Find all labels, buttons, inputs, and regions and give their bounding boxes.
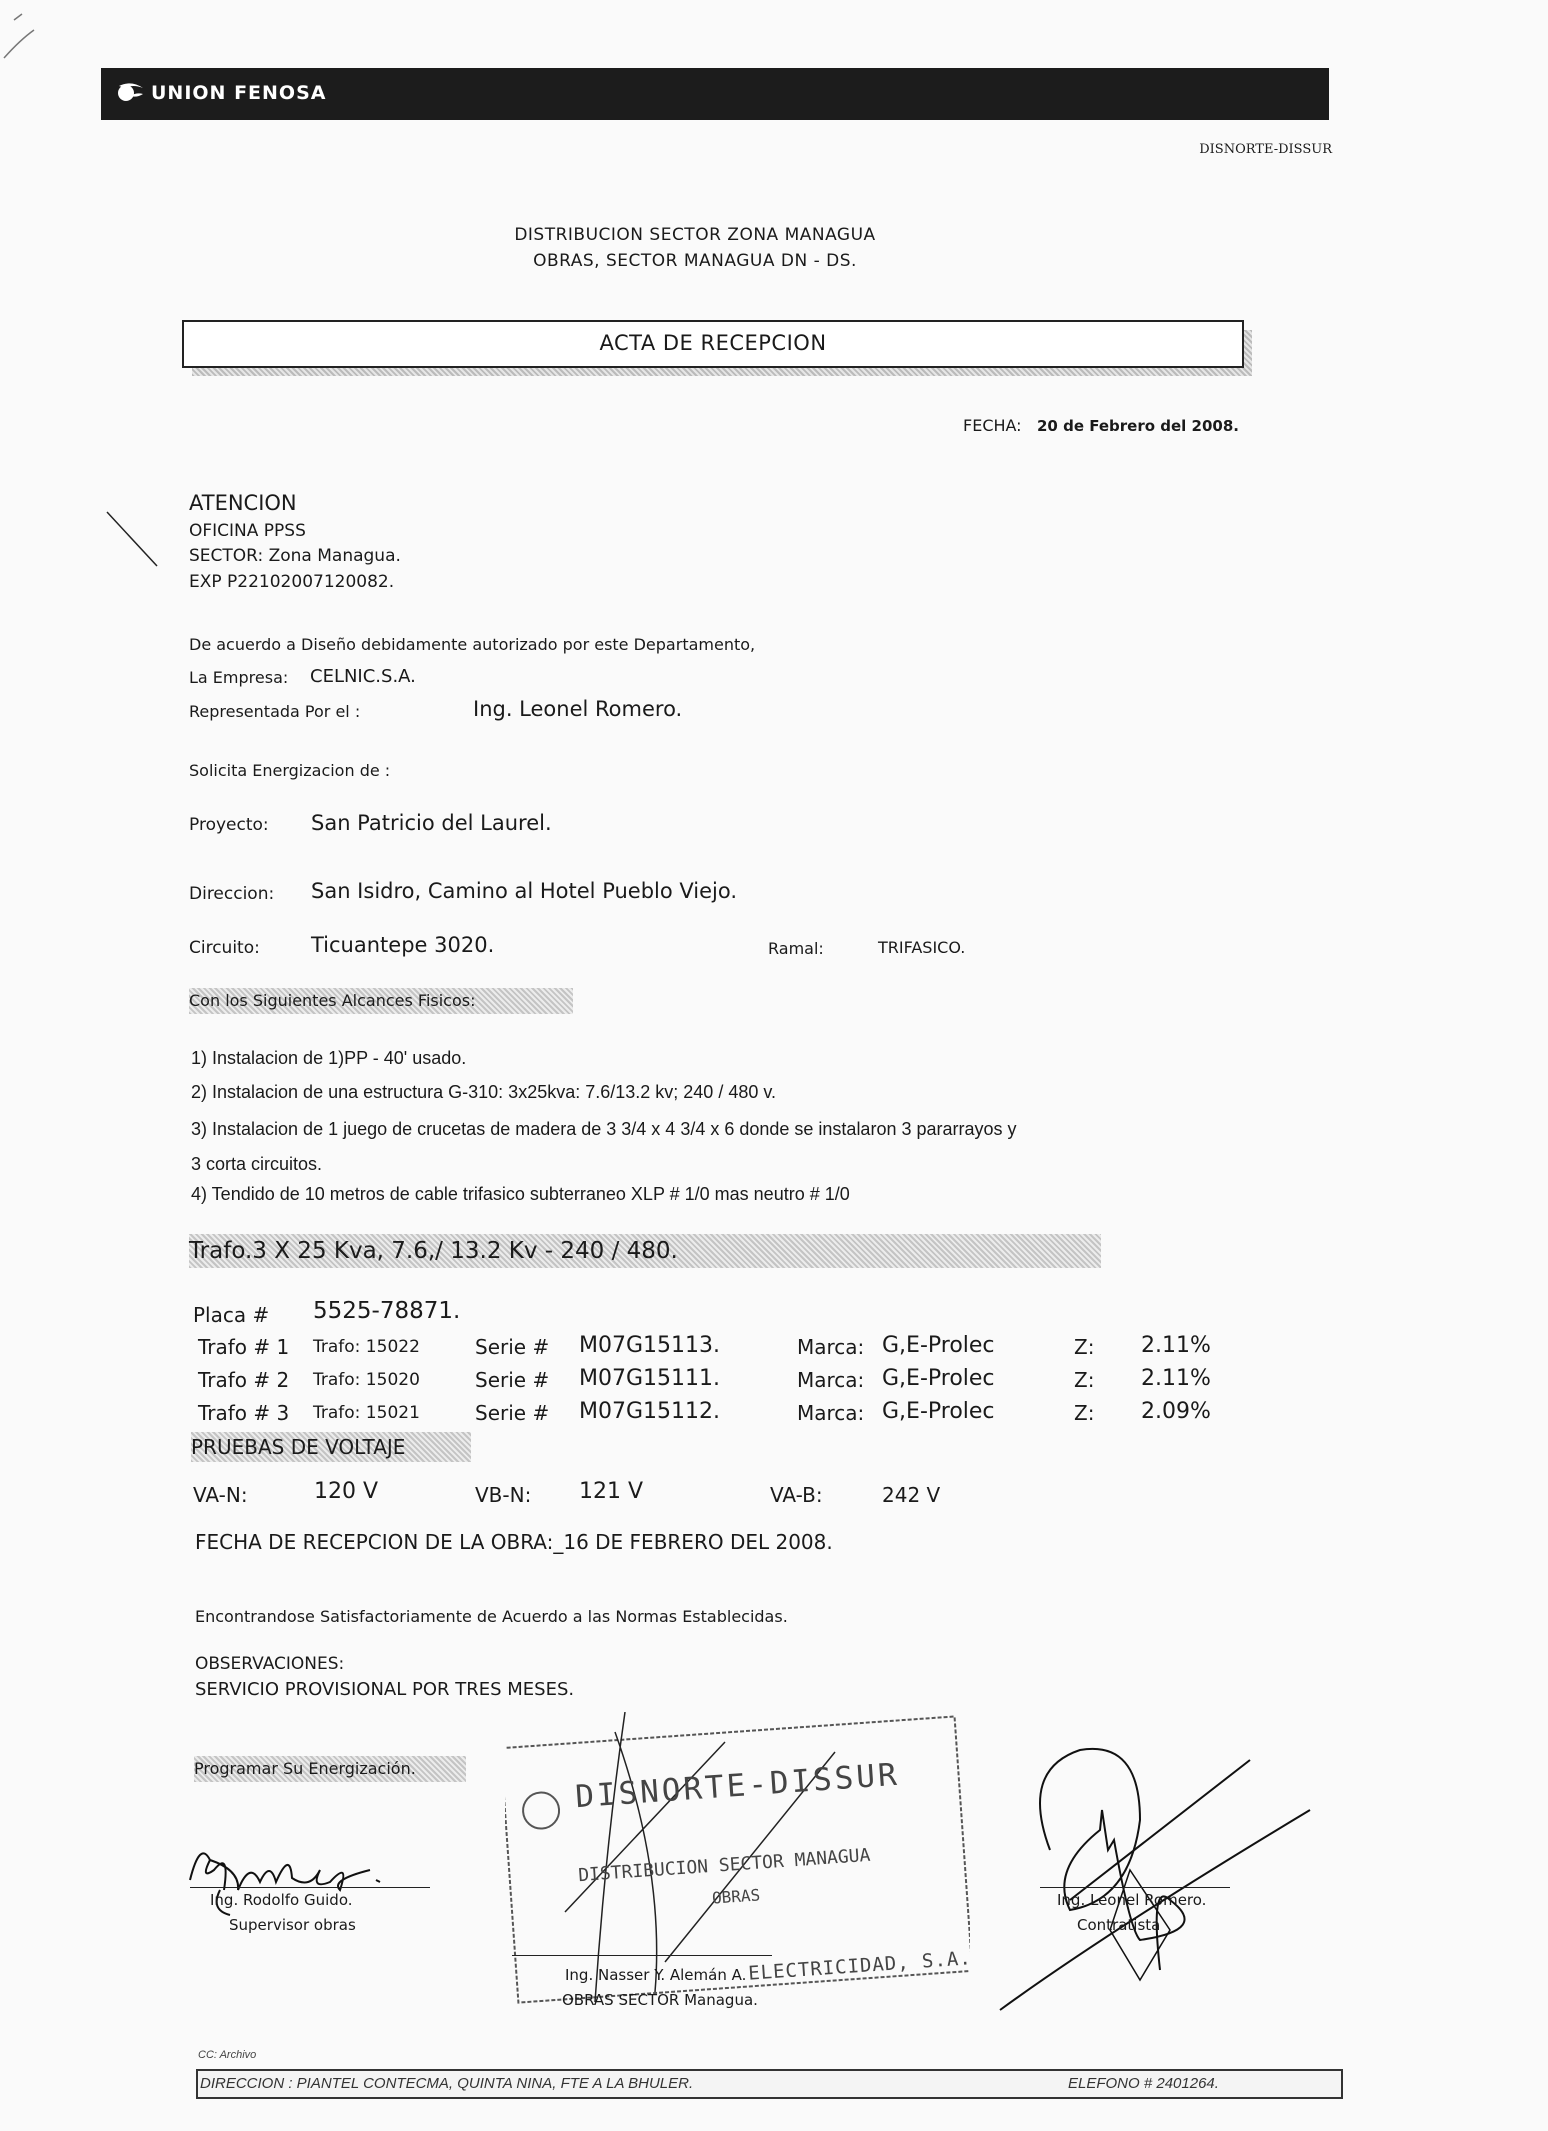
brand-label: Marca: [797,1401,865,1425]
circuit-value: Ticuantepe 3020. [311,933,495,957]
brand-value: G,E-Prolec [882,1366,995,1391]
transformer-heading: Trafo.3 X 25 Kva, 7.6,/ 13.2 Kv - 240 / 480. [189,1234,1101,1268]
observations-label: OBSERVACIONES: [195,1654,345,1674]
footer-phone: ELEFONO # 2401264. [1068,2075,1219,2092]
signature-line-left [190,1887,430,1888]
title-box [182,320,1244,368]
voltage-label: VA-N: [193,1483,248,1507]
scope-item: 1) Instalacion de 1)PP - 40' usado. [191,1048,467,1068]
signer-center-role: OBRAS SECTOR Managua. [562,1991,758,2009]
attention-exp: EXP P22102007120082. [189,572,395,592]
signer-left-role: Supervisor obras [229,1916,356,1934]
attention-office: OFICINA PPSS [189,521,306,541]
serie-label: Serie # [475,1401,550,1425]
z-value: 2.11% [1141,1366,1211,1391]
z-value: 2.11% [1141,1333,1211,1358]
voltage-value: 242 V [882,1483,941,1507]
project-value: San Patricio del Laurel. [311,811,552,835]
signature-rodolfo-guido [180,1820,430,1930]
department-line-2: OBRAS, SECTOR MANAGUA DN - DS. [533,251,857,271]
serie-value: M07G15112. [579,1399,721,1424]
company-label: La Empresa: [189,668,289,687]
scope-item: 3) Instalacion de 1 juego de crucetas de madera de 3 3/4 x 4 3/4 x 6 donde se instalaron 3 pararrayos y [191,1119,1017,1139]
company-value: CELNIC.S.A. [310,666,416,687]
document-title: ACTA DE RECEPCION [599,331,827,355]
transformer-number: Trafo: 15020 [313,1370,420,1390]
brand-value: G,E-Prolec [882,1333,995,1358]
brand-label: Marca: [797,1335,865,1359]
stamp-line-1: DISNORTE-DISSUR [574,1756,901,1816]
brand-label: Marca: [797,1368,865,1392]
header-bar [101,68,1329,120]
z-label: Z: [1074,1335,1095,1359]
serie-value: M07G15113. [579,1333,721,1358]
signer-right-role: Contratista [1077,1916,1161,1934]
date-value: 20 de Febrero del 2008. [1037,417,1239,435]
cc-note: CC: Archivo [198,2049,257,2061]
signer-center-name: Ing. Nasser Y. Alemán A. [565,1966,747,1984]
schedule-text: Programar Su Energización. [194,1756,466,1782]
branch-label: Ramal: [768,939,824,958]
transformer-label: Trafo # 2 [198,1368,290,1392]
department-line-1: DISTRIBUCION SECTOR ZONA MANAGUA [514,225,876,245]
project-label: Proyecto: [189,815,269,835]
z-label: Z: [1074,1401,1095,1425]
serie-label: Serie # [475,1368,550,1392]
signer-right-name: Ing. Leonel Romero. [1057,1891,1207,1909]
z-value: 2.09% [1141,1399,1211,1424]
transformer-number: Trafo: 15022 [313,1337,420,1357]
signature-line-center [512,1955,772,1956]
voltage-value: 121 V [579,1479,644,1504]
footer-address: DIRECCION : PIANTEL CONTECMA, QUINTA NINA, FTE A LA BHULER. [200,2075,694,2092]
representative-label: Representada Por el : [189,702,361,721]
footer-box [196,2069,1343,2099]
brand-name: UNION FENOSA [151,82,327,104]
plate-value: 5525-78871. [313,1298,461,1324]
brand-value: G,E-Prolec [882,1399,995,1424]
stamp-line-3: OBRAS [711,1885,761,1908]
signature-line-right [1040,1887,1230,1888]
scope-item: 3 corta circuitos. [191,1154,323,1174]
address-value: San Isidro, Camino al Hotel Pueblo Viejo. [311,879,738,903]
circuit-label: Circuito: [189,938,260,958]
satisfactory-text: Encontrandose Satisfactoriamente de Acuerdo a las Normas Establecidas. [195,1607,788,1626]
address-label: Direccion: [189,884,275,904]
scope-item: 4) Tendido de 10 metros de cable trifasico subterraneo XLP # 1/0 mas neutro # 1/0 [191,1184,850,1204]
stamp-line-4: ELECTRICIDAD, S.A. [747,1947,973,1985]
transformer-row [0,1366,1548,1396]
voltage-heading: PRUEBAS DE VOLTAJE [191,1432,471,1462]
voltage-value: 120 V [314,1479,379,1504]
scope-heading: Con los Siguientes Alcances Fisicos: [189,988,573,1014]
transformer-row [0,1399,1548,1429]
signer-left-name: Ing. Rodolfo Guido. [210,1891,353,1909]
margin-mark [105,510,165,580]
transformer-number: Trafo: 15021 [313,1403,420,1423]
signature-leonel-romero [990,1730,1320,2020]
transformer-label: Trafo # 3 [198,1401,290,1425]
serie-label: Serie # [475,1335,550,1359]
z-label: Z: [1074,1368,1095,1392]
branch-value: TRIFASICO. [878,938,966,957]
attention-heading: ATENCION [189,491,297,515]
attention-sector: SECTOR: Zona Managua. [189,546,401,566]
transformer-row [0,1333,1548,1363]
scan-mark [0,0,60,70]
observations-value: SERVICIO PROVISIONAL POR TRES MESES. [195,1679,575,1700]
scope-item: 2) Instalacion de una estructura G-310: 3x25kva: 7.6/13.2 kv; 240 / 480 v. [191,1082,777,1102]
voltage-label: VB-N: [475,1483,532,1507]
date-label: FECHA: [963,416,1022,435]
intro-text: De acuerdo a Diseño debidamente autorizado por este Departamento, [189,635,756,654]
stamp-line-2: DISTRIBUCION SECTOR MANAGUA [577,1844,871,1887]
union-fenosa-logo-icon [115,80,145,104]
representative-value: Ing. Leonel Romero. [473,697,683,721]
voltage-label: VA-B: [770,1483,823,1507]
reception-date: FECHA DE RECEPCION DE LA OBRA:_16 DE FEBRERO DEL 2008. [195,1530,833,1554]
serie-value: M07G15111. [579,1366,721,1391]
request-text: Solicita Energizacion de : [189,761,391,780]
sub-company: DISNORTE-DISSUR [1199,142,1332,157]
plate-label: Placa # [193,1303,270,1327]
transformer-label: Trafo # 1 [198,1335,290,1359]
